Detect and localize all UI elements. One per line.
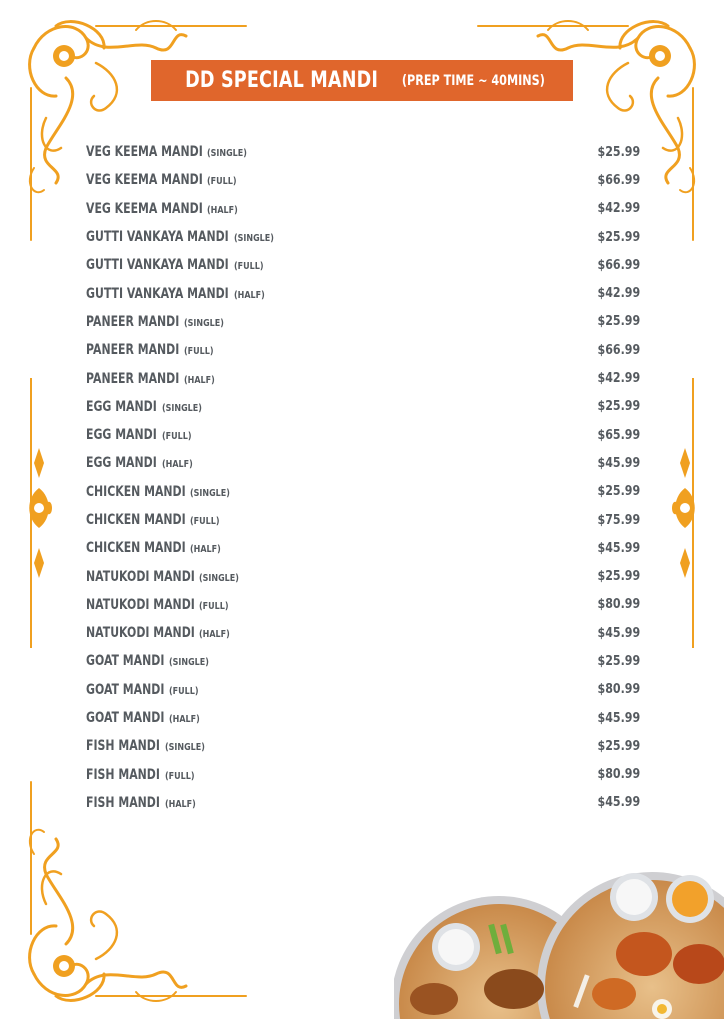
side-ornament-left [24,378,54,653]
menu-item-name: GOAT MANDI [86,653,165,670]
menu-item [86,251,640,279]
menu-item [86,421,640,449]
menu-item-size: (FULL) [233,261,264,273]
menu-item [86,562,640,590]
menu-item-name: NATUKODI MANDI [86,568,195,585]
menu-item [86,195,640,223]
menu-item-label [86,540,229,556]
menu-item-price: $25.99 [597,569,640,585]
menu-item-label [86,144,257,160]
menu-item-size: (HALF) [164,798,196,810]
menu-item-size: (FULL) [164,770,195,782]
menu-item-price: $45.99 [597,540,640,556]
menu-item-price: $25.99 [597,399,640,415]
menu-item-name: PANEER MANDI [86,370,180,387]
menu-item [86,619,640,647]
menu-item-name: CHICKEN MANDI [86,512,186,528]
menu-item-size: (FULL) [161,431,191,443]
menu-item [86,279,640,307]
menu-item-price: $25.99 [597,738,640,754]
menu-item [86,732,640,760]
menu-item-size: (HALF) [199,629,231,641]
menu-item-size: (SINGLE) [199,572,240,584]
menu-item-price: $42.99 [597,286,640,302]
menu-item-name: GUTTI VANKAYA MANDI [86,229,229,246]
menu-item-name: GUTTI VANKAYA MANDI [86,285,229,302]
menu-item [86,138,640,166]
menu-item-size: (SINGLE) [233,233,274,245]
menu-item-price: $45.99 [597,625,640,641]
menu-item-label [86,314,234,330]
menu-item-label [86,371,222,387]
menu-item-price: $75.99 [597,512,640,528]
menu-item-size: (FULL) [199,600,229,612]
menu-item-label [86,427,198,443]
menu-item-size: (SINGLE) [183,317,224,329]
menu-item-price: $45.99 [597,455,640,471]
menu-item-name: NATUKODI MANDI [86,625,195,642]
food-platter-image [394,869,724,1024]
menu-item-price: $25.99 [597,314,640,330]
menu-item [86,364,640,392]
menu-item-name: FISH MANDI [86,794,160,811]
menu-item-name: EGG MANDI [86,455,157,472]
menu-item-size: (HALF) [183,374,215,386]
menu-item [86,647,640,675]
menu-item [86,676,640,704]
menu-item-price: $66.99 [597,172,640,188]
menu-item-price: $25.99 [597,484,640,500]
menu-item-name: FISH MANDI [86,738,160,755]
menu-item-price: $42.99 [597,201,640,217]
menu-item-size: (HALF) [207,204,239,216]
menu-item [86,393,640,421]
menu-item-label [86,399,211,415]
menu-list [86,138,640,817]
menu-item-price: $45.99 [597,710,640,726]
menu-item [86,534,640,562]
menu-item [86,166,640,194]
menu-item-label [86,512,227,528]
menu-item-size: (HALF) [168,714,200,726]
menu-item [86,449,640,477]
menu-item [86,223,640,251]
menu-item-price: $66.99 [597,342,640,358]
menu-item-price: $80.99 [597,597,640,613]
menu-item-size: (HALF) [190,544,222,556]
menu-item-name: VEG KEEMA MANDI [86,172,203,189]
menu-item [86,308,640,336]
page-title: DD SPECIAL MANDI [185,68,379,93]
menu-item-size: (FULL) [183,346,214,358]
menu-item-name: PANEER MANDI [86,342,180,359]
menu-item-label [86,455,200,471]
menu-item-label [86,682,206,698]
menu-item-size: (FULL) [207,176,237,188]
menu-item-price: $25.99 [597,229,640,245]
menu-item-label [86,229,284,245]
menu-item-name: CHICKEN MANDI [86,483,186,500]
menu-item-name: GOAT MANDI [86,710,165,727]
menu-item-name: PANEER MANDI [86,313,180,330]
menu-item-label [86,257,271,273]
menu-item-label [86,710,207,726]
menu-item [86,704,640,732]
menu-item-name: NATUKODI MANDI [86,596,195,613]
menu-item-name: EGG MANDI [86,398,157,415]
menu-item-size: (SINGLE) [190,487,231,499]
menu-item-size: (HALF) [233,289,265,301]
menu-item-label [86,738,215,754]
menu-item-name: VEG KEEMA MANDI [86,144,203,161]
menu-item-name: EGG MANDI [86,427,157,444]
side-ornament-right [670,378,700,653]
menu-item-price: $25.99 [597,144,640,160]
menu-item-size: (FULL) [190,516,220,527]
menu-item-price: $80.99 [597,682,640,698]
menu-item-size: (SINGLE) [168,657,209,669]
menu-item-label [86,795,203,811]
menu-item [86,336,640,364]
menu-item-label [86,625,238,641]
title-banner [151,60,573,101]
menu-item-price: $42.99 [597,371,640,387]
menu-item [86,506,640,534]
menu-item-price: $65.99 [597,427,640,443]
menu-item-label [86,569,249,585]
menu-item-price: $45.99 [597,795,640,811]
menu-item-size: (SINGLE) [161,402,202,414]
menu-item-size: (HALF) [161,459,193,471]
menu-item-label [86,342,221,358]
menu-item-label [86,653,219,669]
menu-item [86,761,640,789]
menu-item-name: CHICKEN MANDI [86,540,186,557]
menu-item-price: $80.99 [597,767,640,783]
menu-item-size: (SINGLE) [207,148,248,160]
menu-item-price: $66.99 [597,257,640,273]
menu-item-label [86,172,244,188]
menu-item-name: GOAT MANDI [86,681,165,698]
menu-item-size: (FULL) [168,685,199,697]
menu-item-label [86,767,202,783]
menu-item-label [86,484,240,500]
menu-item-label [86,286,272,302]
menu-item-name: FISH MANDI [86,766,160,783]
menu-item-label [86,201,246,217]
menu-item-price: $25.99 [597,653,640,669]
menu-item-name: GUTTI VANKAYA MANDI [86,257,229,274]
menu-item-label [86,597,236,613]
menu-item-name: VEG KEEMA MANDI [86,200,203,217]
menu-item [86,478,640,506]
menu-item-size: (SINGLE) [164,742,205,754]
prep-time-note: (PREP TIME ~ 40MINS) [402,72,546,89]
menu-item [86,789,640,817]
menu-item [86,591,640,619]
